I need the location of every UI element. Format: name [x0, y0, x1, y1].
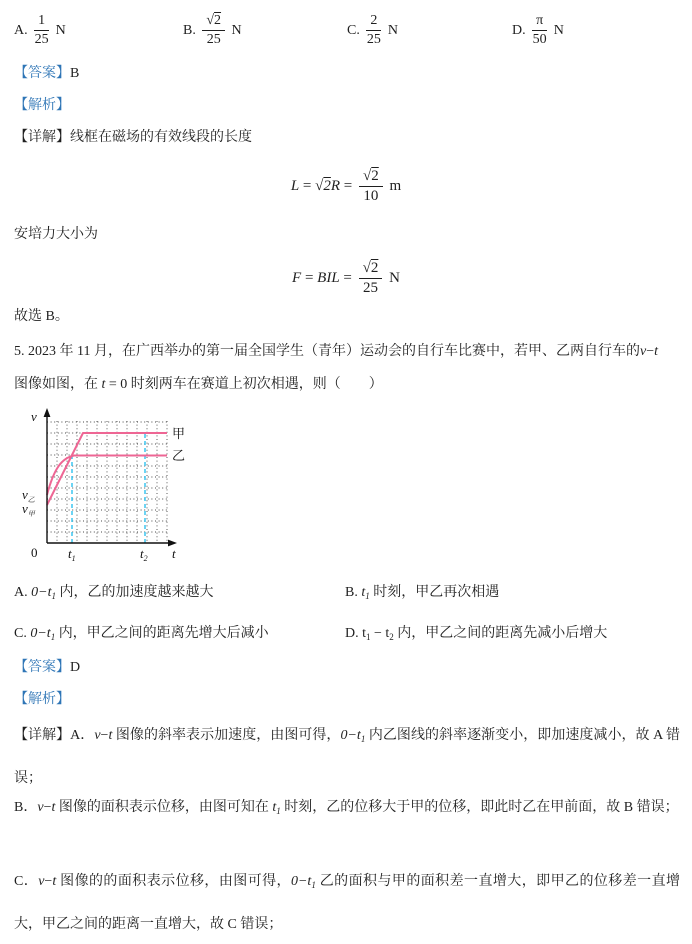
- graph-v-jia-tick: $v_甲$: [22, 501, 35, 518]
- q5-answer-line: [14, 658, 80, 678]
- q5-detail-c: C．v−t 图像的的面积表示位移，由图可得，$0-t_1$ 乙的面积与甲的面积差一直增大，即甲乙的位移差一直增大，甲乙之间的距离一直增大，故 C 错误；: [14, 874, 681, 932]
- q4-option-a: A. $\frac{1}{25}$ N: [14, 13, 66, 48]
- q4-detail-line: [14, 128, 252, 148]
- graph-xlabel: t: [172, 546, 176, 561]
- y-axis-arrow: [44, 408, 51, 417]
- q4-option-d: D. $\frac{\pi}{50}$ N: [512, 13, 564, 48]
- q5-option-a: A. $0-t_1$ 内，乙的加速度越来越大: [14, 585, 214, 601]
- graph-origin: 0: [31, 545, 38, 560]
- answer-value: B: [70, 66, 80, 81]
- q5-stem-line1: 5. 2023 年 11 月，在广西举办的第一届全国学生（青年）运动会的自行车比赛中，若甲、乙两自行车的v−t: [14, 344, 658, 359]
- q5-detail-a: 【详解】A．v−t 图像的斜率表示加速度，由图可得，$0-t_1$ 内乙图线的斜率逐渐变小，即加速度减小，故 A 错误；: [14, 728, 680, 786]
- formula-effective-length: L = √2R = $\frac{√2}{10}$ m: [290, 168, 402, 205]
- q4-option-c: C. $\frac{2}{25}$ N: [347, 13, 398, 48]
- graph-ylabel: v: [31, 409, 37, 424]
- q4-conclusion: 故选 B。: [14, 309, 69, 324]
- vt-graph: [10, 406, 200, 578]
- curve-yi-label: 乙: [172, 448, 186, 463]
- graph-grid: [47, 421, 167, 543]
- graph-v-yi-tick: $v_乙$: [22, 487, 35, 504]
- q5-stem-line2: 图像如图，在 t = 0 时刻两车在赛道上初次相遇，则（ ）: [14, 377, 383, 392]
- q5-analysis-line: [14, 690, 70, 710]
- formula-ampere-force: F = BIL = $\frac{√2}{25}$ N: [292, 260, 400, 297]
- q4-option-b: B. $\frac{√2}{25}$ N: [183, 13, 242, 48]
- curve-jia-label: 甲: [172, 426, 186, 441]
- q4-ampere-text: 安培力大小为: [14, 227, 98, 242]
- vt-graph-svg: [10, 406, 200, 571]
- answer-label: 【答案】: [14, 66, 70, 81]
- analysis-label: 【解析】: [14, 692, 70, 707]
- q5-option-c: C. $0-t_1$ 内，甲乙之间的距离先增大后减小: [14, 626, 269, 642]
- analysis-label: 【解析】: [14, 98, 70, 113]
- detail-label: 【详解】: [14, 130, 70, 145]
- graph-t2-tick: $t_2$: [140, 546, 148, 563]
- q4-analysis-line: [14, 96, 70, 116]
- q4-answer-line: [14, 64, 79, 84]
- q5-detail-b: B．v−t 图像的面积表示位移，由图可知在 $t_1$ 时刻，乙的位移大于甲的位移，即此时乙在甲前面，故 B 错误；: [14, 800, 679, 816]
- graph-t1-tick: $t_1$: [68, 546, 76, 563]
- q5-option-b: B. $t_1$ 时刻，甲乙再次相遇: [345, 585, 500, 601]
- q5-option-d: D. $t_1 - t_2$ 内，甲乙之间的距离先减小后增大: [345, 626, 608, 642]
- detail-text: 线框在磁场的有效线段的长度: [70, 130, 252, 145]
- answer-value: D: [70, 660, 81, 675]
- answer-label: 【答案】: [14, 660, 70, 675]
